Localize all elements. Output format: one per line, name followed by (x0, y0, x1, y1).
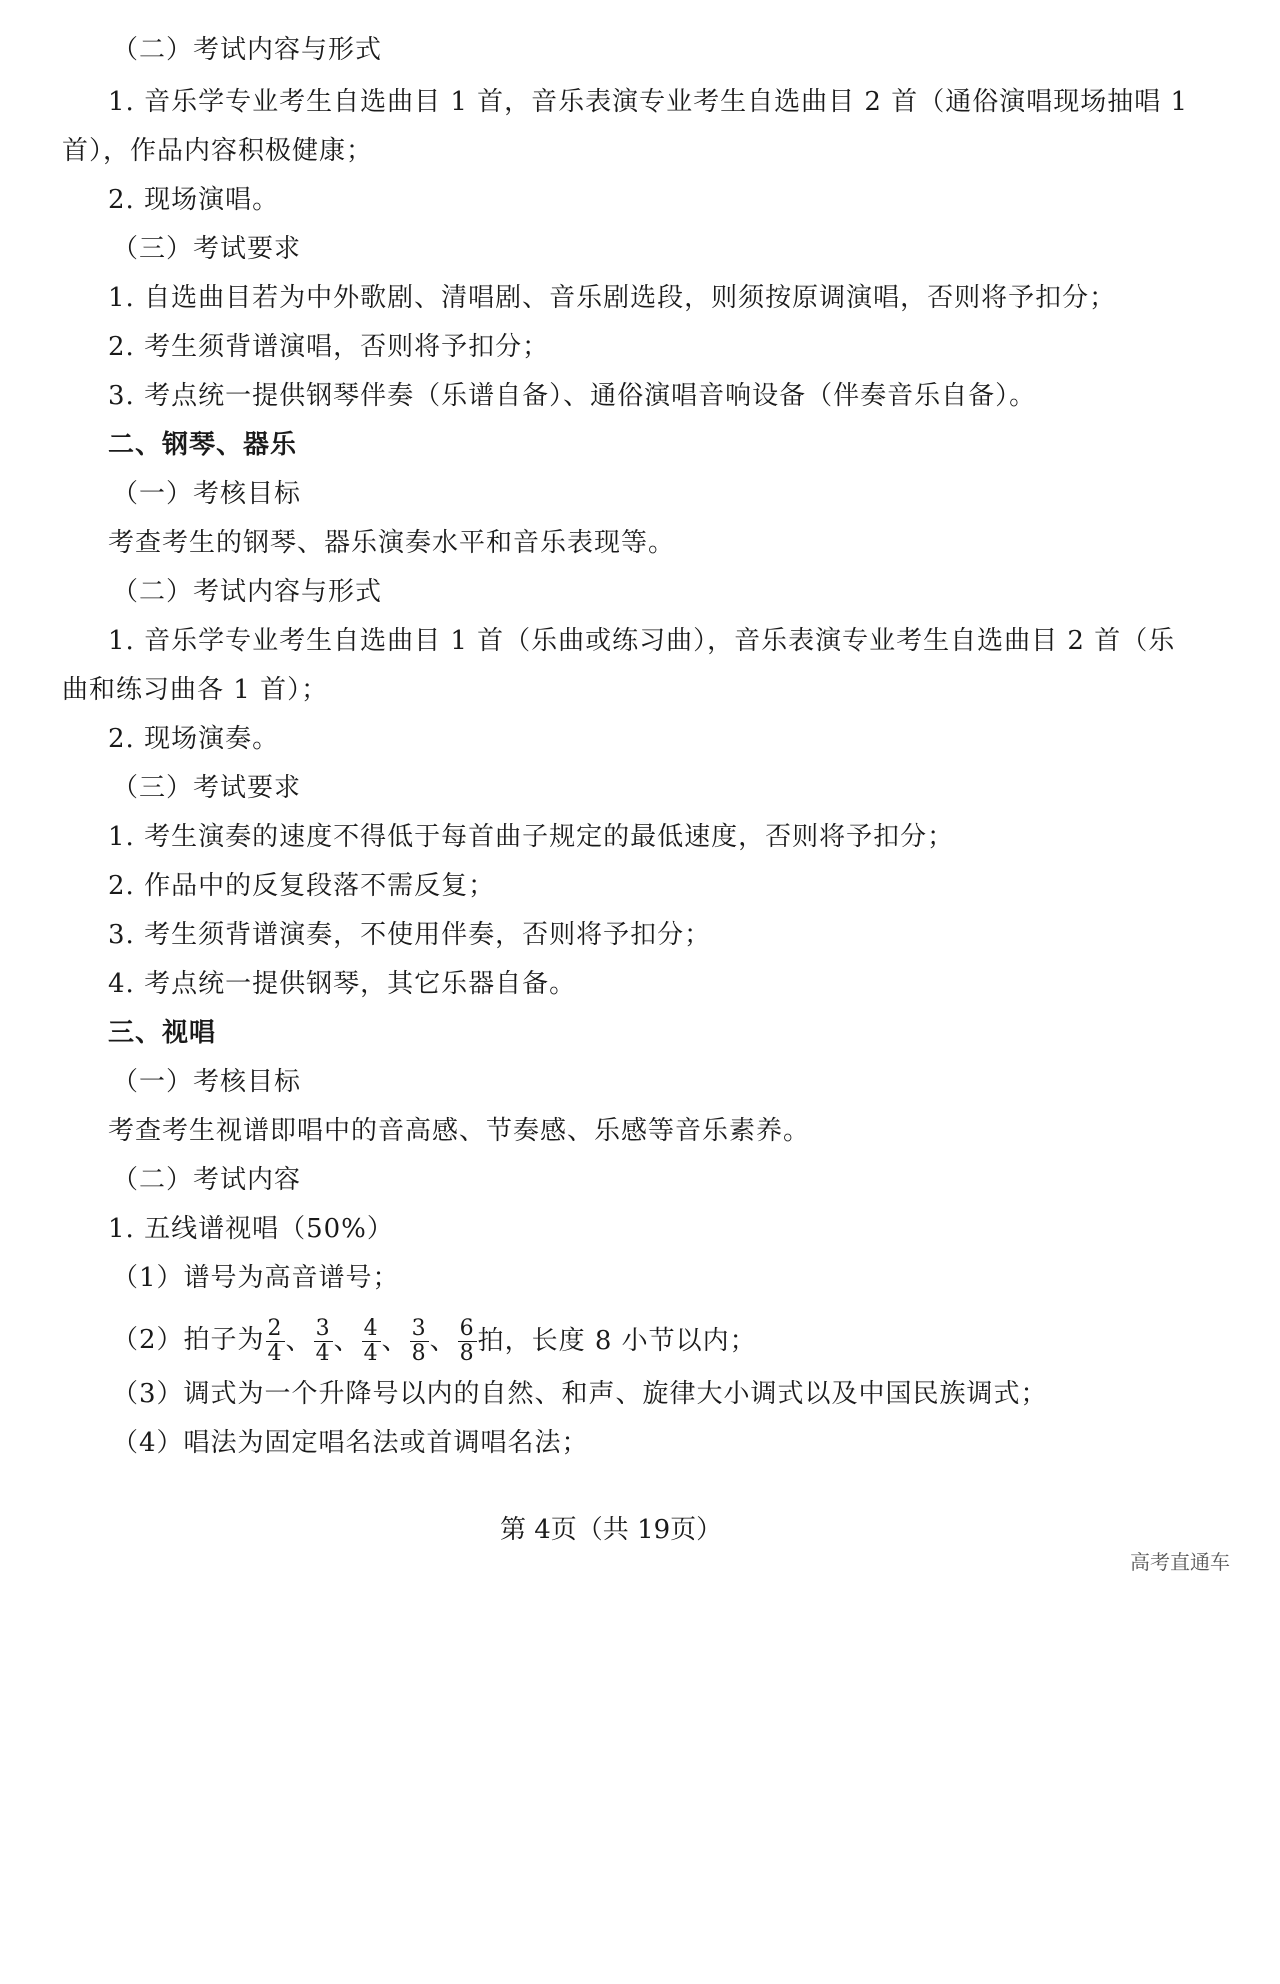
list-item-memorize-singing: 2. 考生须背谱演唱，否则将予扣分； (108, 332, 550, 362)
list-item-piano-accompaniment: 3. 考点统一提供钢琴伴奏（乐谱自备）、通俗演唱音响设备（伴奏音乐自备）。 (108, 381, 1037, 411)
fraction-numerator: 4 (363, 1315, 379, 1341)
list-item-clef: （1）谱号为高音谱号； (112, 1263, 400, 1293)
subheading-assessment-goal: （一）考核目标 (112, 479, 302, 509)
fraction-denominator: 8 (459, 1340, 475, 1366)
list-item-tempo: 1. 考生演奏的速度不得低于每首曲子规定的最低速度，否则将予扣分； (108, 822, 955, 852)
list-item-modes: （3）调式为一个升降号以内的自然、和声、旋律大小调式以及中国民族调式； (112, 1379, 1048, 1409)
fraction-separator: 、 (333, 1326, 361, 1356)
time-signature-fraction (314, 1317, 333, 1366)
paragraph-instrument-repertoire-1: 1. 音乐学专业考生自选曲目 1 首（乐曲或练习曲），音乐表演专业考生自选曲目 2 首（乐 (108, 626, 1176, 656)
paragraph-assessment-goal: 考查考生的钢琴、器乐演奏水平和音乐表现等。 (108, 528, 676, 558)
fraction-separator: 、 (285, 1326, 313, 1356)
fraction-denominator: 4 (315, 1340, 331, 1366)
fraction-numerator: 6 (459, 1315, 475, 1341)
fraction-denominator: 8 (411, 1340, 427, 1366)
list-item-solfege: （4）唱法为固定唱名法或首调唱名法； (112, 1428, 589, 1458)
subheading-exam-content-form: （二）考试内容与形式 (112, 35, 383, 65)
time-signature-fraction (458, 1317, 477, 1366)
time-signature-fraction (410, 1317, 429, 1366)
list-item-live-performance: 2. 现场演奏。 (108, 724, 280, 754)
paragraph-vocal-repertoire-2: 首），作品内容积极健康； (62, 136, 374, 166)
page-number-footer: 第 4页（共 19页） (500, 1515, 723, 1545)
list-item-no-repeats: 2. 作品中的反复段落不需反复； (108, 871, 496, 901)
fraction-separator: 、 (429, 1326, 457, 1356)
list-item-memorize-playing: 3. 考生须背谱演奏，不使用伴奏，否则将予扣分； (108, 920, 712, 950)
list-item-live-singing: 2. 现场演唱。 (108, 185, 280, 215)
fraction-denominator: 4 (363, 1340, 379, 1366)
time-signature-fraction (266, 1317, 285, 1366)
fraction-denominator: 4 (267, 1340, 283, 1366)
time-signature-suffix: 拍，长度 8 小节以内； (477, 1326, 757, 1356)
subheading-exam-requirements: （三）考试要求 (112, 773, 302, 803)
subheading-exam-content-form: （二）考试内容与形式 (112, 577, 383, 607)
fraction-separator: 、 (381, 1326, 409, 1356)
fraction-numerator: 2 (267, 1315, 283, 1341)
section-heading-sight-singing: 三、视唱 (108, 1018, 217, 1048)
paragraph-instrument-repertoire-2: 曲和练习曲各 1 首）； (62, 675, 329, 705)
fraction-numerator: 3 (315, 1315, 331, 1341)
paragraph-vocal-repertoire-1: 1. 音乐学专业考生自选曲目 1 首，音乐表演专业考生自选曲目 2 首（通俗演唱现场抽唱 1 (108, 87, 1189, 117)
list-item-original-key: 1. 自选曲目若为中外歌剧、清唱剧、音乐剧选段，则须按原调演唱，否则将予扣分； (108, 283, 1117, 313)
subheading-exam-content: （二）考试内容 (112, 1165, 302, 1195)
list-item-staff-sight-singing: 1. 五线谱视唱（50%） (108, 1214, 394, 1244)
list-item-time-signatures (112, 1310, 757, 1371)
time-signature-fraction (362, 1317, 381, 1366)
paragraph-sight-singing-goal: 考查考生视谱即唱中的音高感、节奏感、乐感等音乐素养。 (108, 1116, 811, 1146)
time-signature-prefix: （2）拍子为 (112, 1325, 265, 1355)
list-item-piano-provided: 4. 考点统一提供钢琴，其它乐器自备。 (108, 969, 577, 999)
section-heading-piano-instruments: 二、钢琴、器乐 (108, 430, 298, 460)
watermark-text: 高考直通车 (1130, 1550, 1230, 1574)
fraction-numerator: 3 (411, 1315, 427, 1341)
subheading-assessment-goal: （一）考核目标 (112, 1067, 302, 1097)
subheading-exam-requirements: （三）考试要求 (112, 234, 302, 264)
